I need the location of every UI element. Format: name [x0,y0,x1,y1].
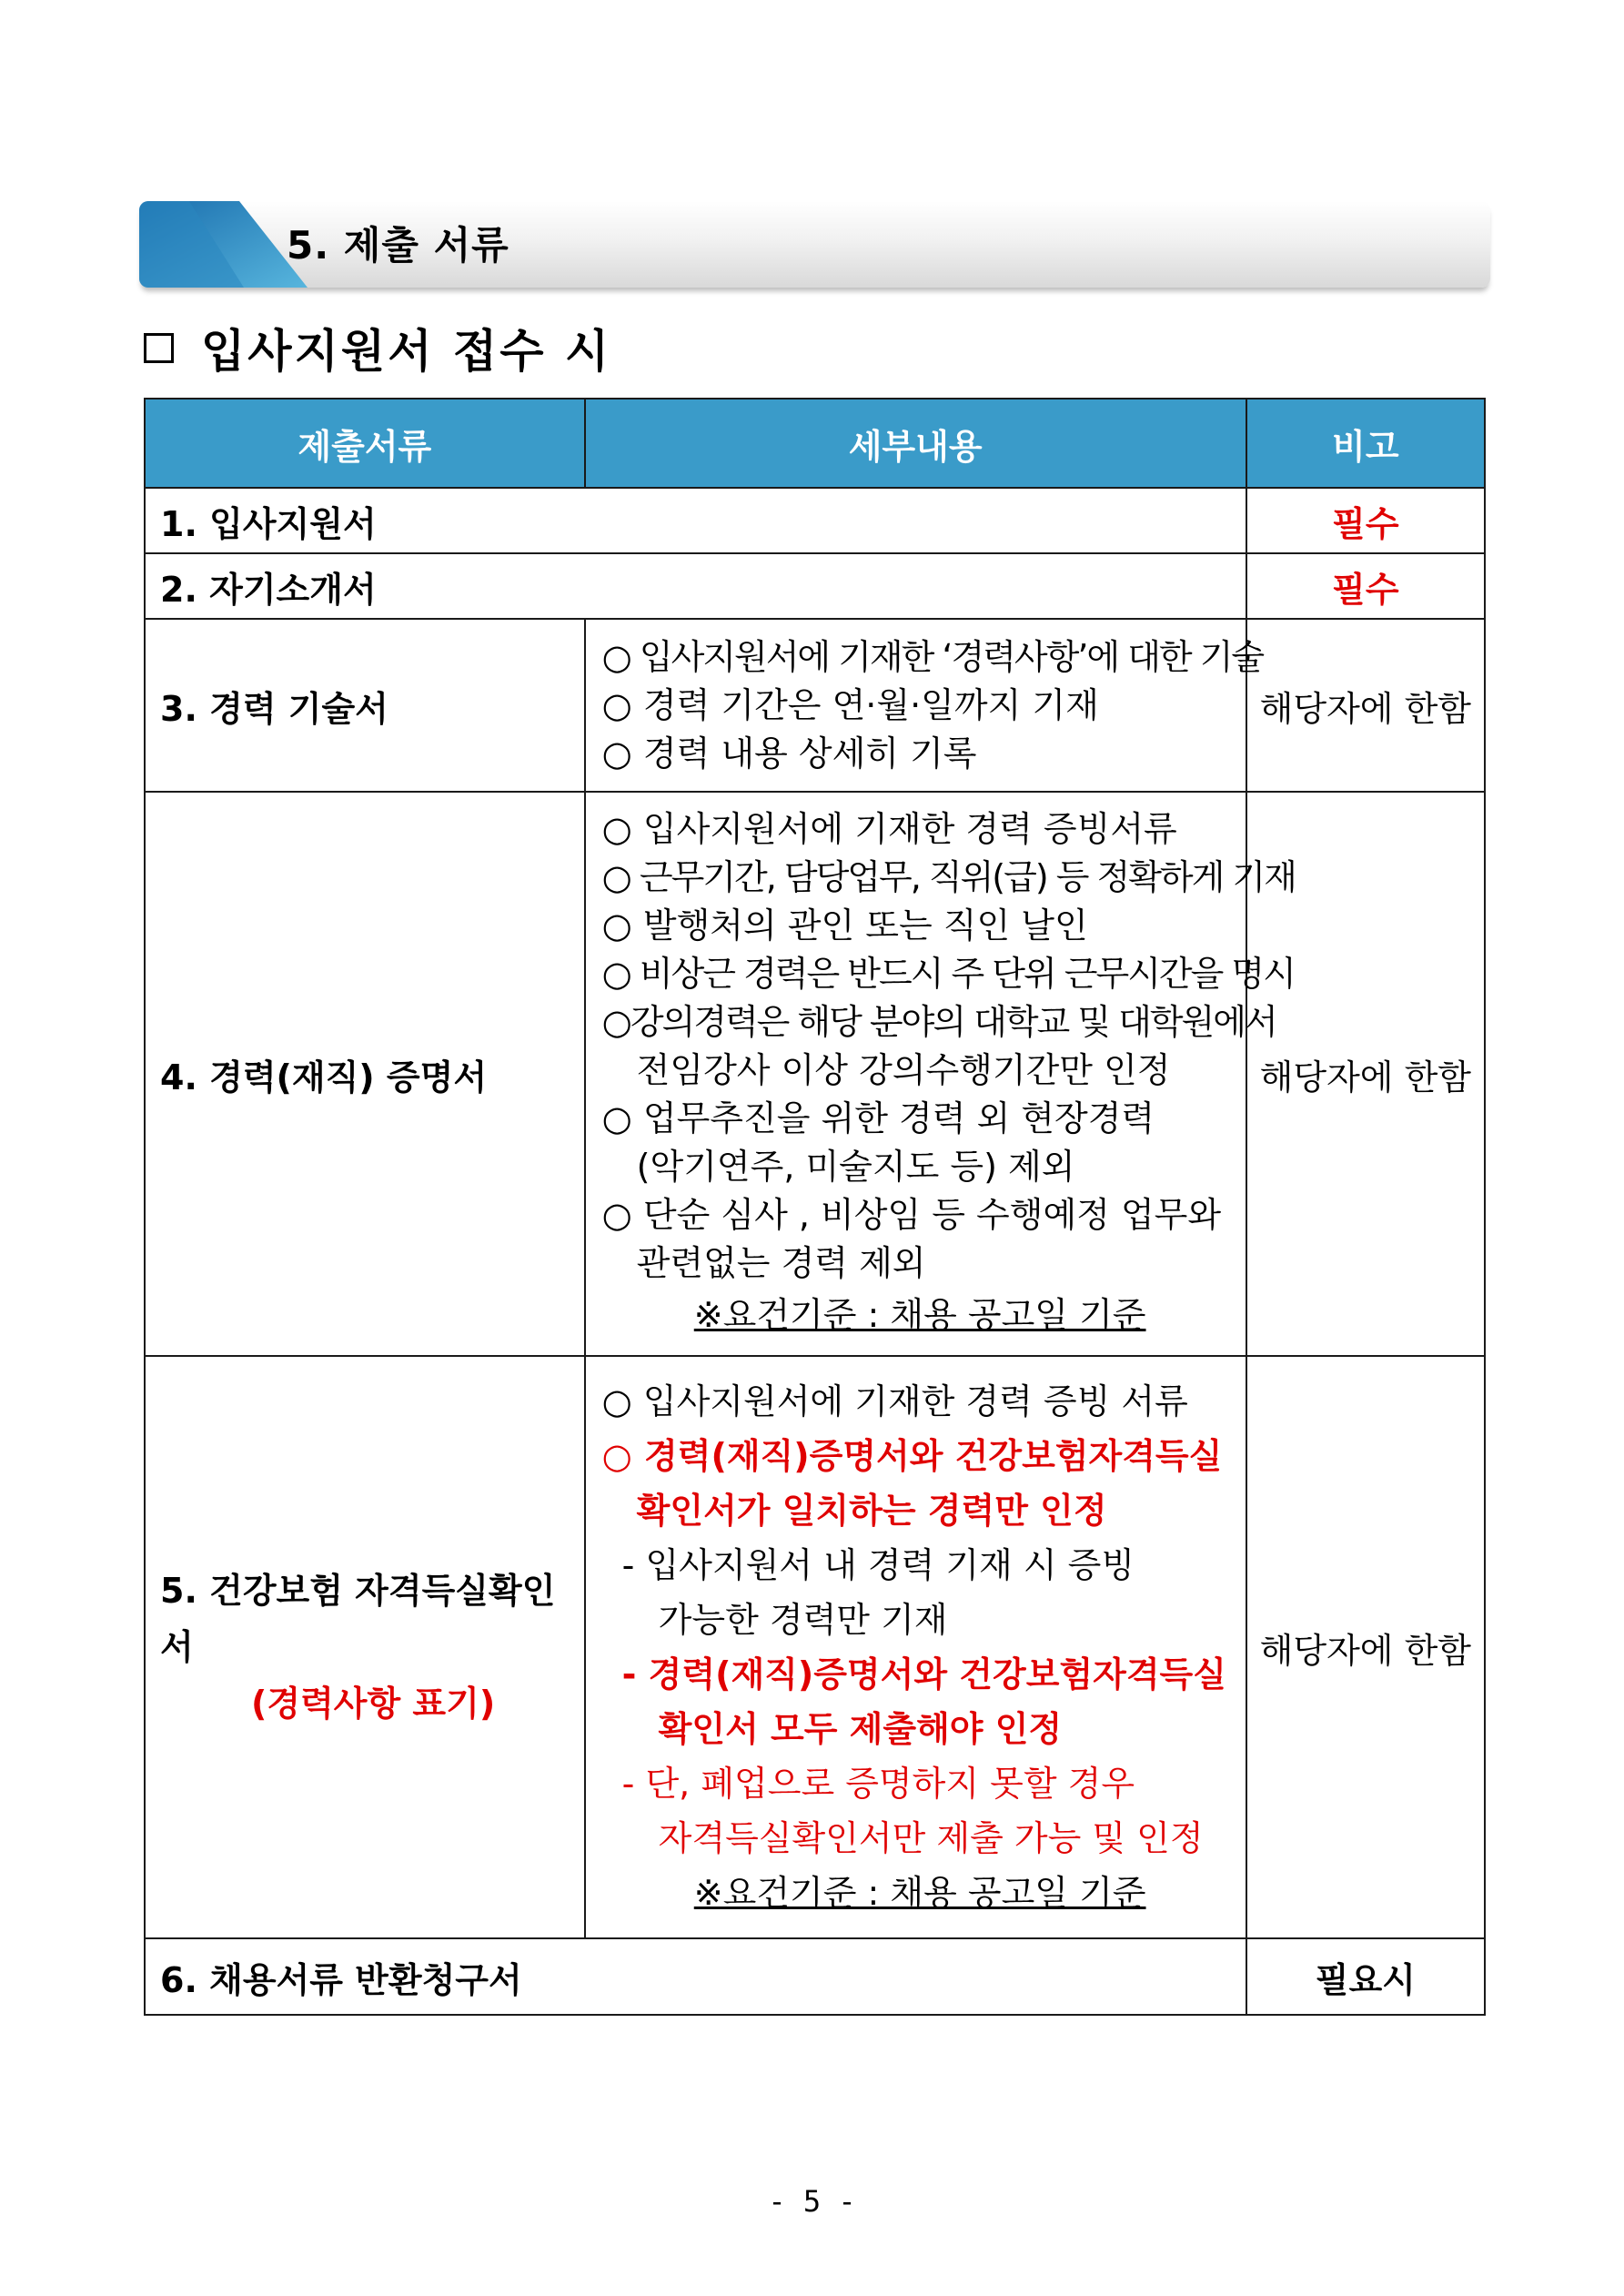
table-row [145,792,1485,1356]
table-row [145,488,1485,553]
row-6-name: 6. 채용서류 반환청구서 [145,1938,1246,2015]
detail-line: ○ 경력 기간은 연·월·일까지 기재 [601,684,1099,725]
detail-line: (악기연주, 미술지도 등) 제외 [636,1147,1075,1187]
row-1-name: 1. 입사지원서 [145,488,1246,553]
criteria-note: ※요건기준 : 채용 공고일 기준 [693,1295,1146,1335]
detail-line: ○ 입사지원서에 기재한 ‘경력사항’에 대한 기술 [601,636,1264,677]
table-row [145,553,1485,619]
detail-line: 자격득실확인서만 제출 가능 및 인정 [658,1818,1204,1858]
checkbox-square-icon [144,333,174,363]
detail-line: 확인서 모두 제출해야 인정 [658,1709,1063,1749]
row-1-note: 필수 [1246,488,1485,553]
row-3-name: 3. 경력 기술서 [145,619,585,792]
row-2-note: 필수 [1246,553,1485,619]
row-3-note: 해당자에 한함 [1246,619,1485,792]
section-title: 5. 제출 서류 [287,223,509,268]
documents-table [144,398,1486,2016]
table-row [145,619,1485,792]
row-5-name-cell [145,1356,585,1938]
row-3-details [585,619,1264,792]
header-details: 세부내용 [585,399,1246,488]
row-5-name: 5. 건강보험 자격득실확인서 [160,1571,556,1667]
row-4-name: 4. 경력(재직) 증명서 [145,792,585,1356]
row-4-details [585,792,1296,1356]
detail-line: - 경력(재직)증명서와 건강보험자격득실 [621,1654,1226,1694]
detail-line: ○ 업무추진을 위한 경력 외 현장경력 [601,1098,1155,1138]
detail-line: ○ 입사지원서에 기재한 경력 증빙 서류 [601,1381,1188,1421]
subsection-heading [144,320,612,378]
row-5-name-sub: (경력사항 표기) [251,1684,496,1724]
header-note: 비고 [1246,399,1485,488]
detail-line: ○ 경력 내용 상세히 기록 [601,733,977,774]
detail-line: ○ 입사지원서에 기재한 경력 증빙서류 [601,809,1177,849]
detail-line: ○ 근무기간, 담당업무, 직위(급) 등 정확하게 기재 [601,857,1296,897]
detail-line: 확인서가 일치하는 경력만 인정 [636,1491,1107,1531]
section-banner [139,201,1490,288]
detail-line: ○ 경력(재직)증명서와 건강보험자격득실 [601,1436,1223,1476]
row-5-note: 해당자에 한함 [1246,1356,1485,1938]
page-number: - 5 - [768,2184,856,2219]
table-header-row [145,399,1485,488]
detail-line: - 입사지원서 내 경력 기재 시 증빙 [621,1545,1135,1585]
row-6-note: 필요시 [1246,1938,1485,2015]
subsection-title: 입사지원서 접수 시 [201,325,612,378]
table-row [145,1938,1485,2015]
detail-line: ○ 단순 심사 , 비상임 등 수행예정 업무와 [601,1195,1222,1235]
header-documents: 제출서류 [145,399,585,488]
detail-line: ○ 발행처의 관인 또는 직인 날인 [601,905,1088,946]
detail-line: 전임강사 이상 강의수행기간만 인정 [636,1050,1171,1090]
detail-line: 가능한 경력만 기재 [658,1600,948,1640]
detail-line: - 단, 폐업으로 증명하지 못할 경우 [621,1764,1135,1804]
row-4-note: 해당자에 한함 [1246,792,1485,1356]
detail-line: ○강의경력은 해당 분야의 대학교 및 대학원에서 [601,1002,1276,1042]
row-2-name: 2. 자기소개서 [145,553,1246,619]
table-row [145,1356,1485,1938]
row-5-details [585,1356,1246,1938]
criteria-note: ※요건기준 : 채용 공고일 기준 [693,1873,1146,1913]
detail-line: 관련없는 경력 제외 [636,1243,926,1283]
detail-line: ○ 비상근 경력은 반드시 주 단위 근무시간을 명시 [601,954,1295,994]
